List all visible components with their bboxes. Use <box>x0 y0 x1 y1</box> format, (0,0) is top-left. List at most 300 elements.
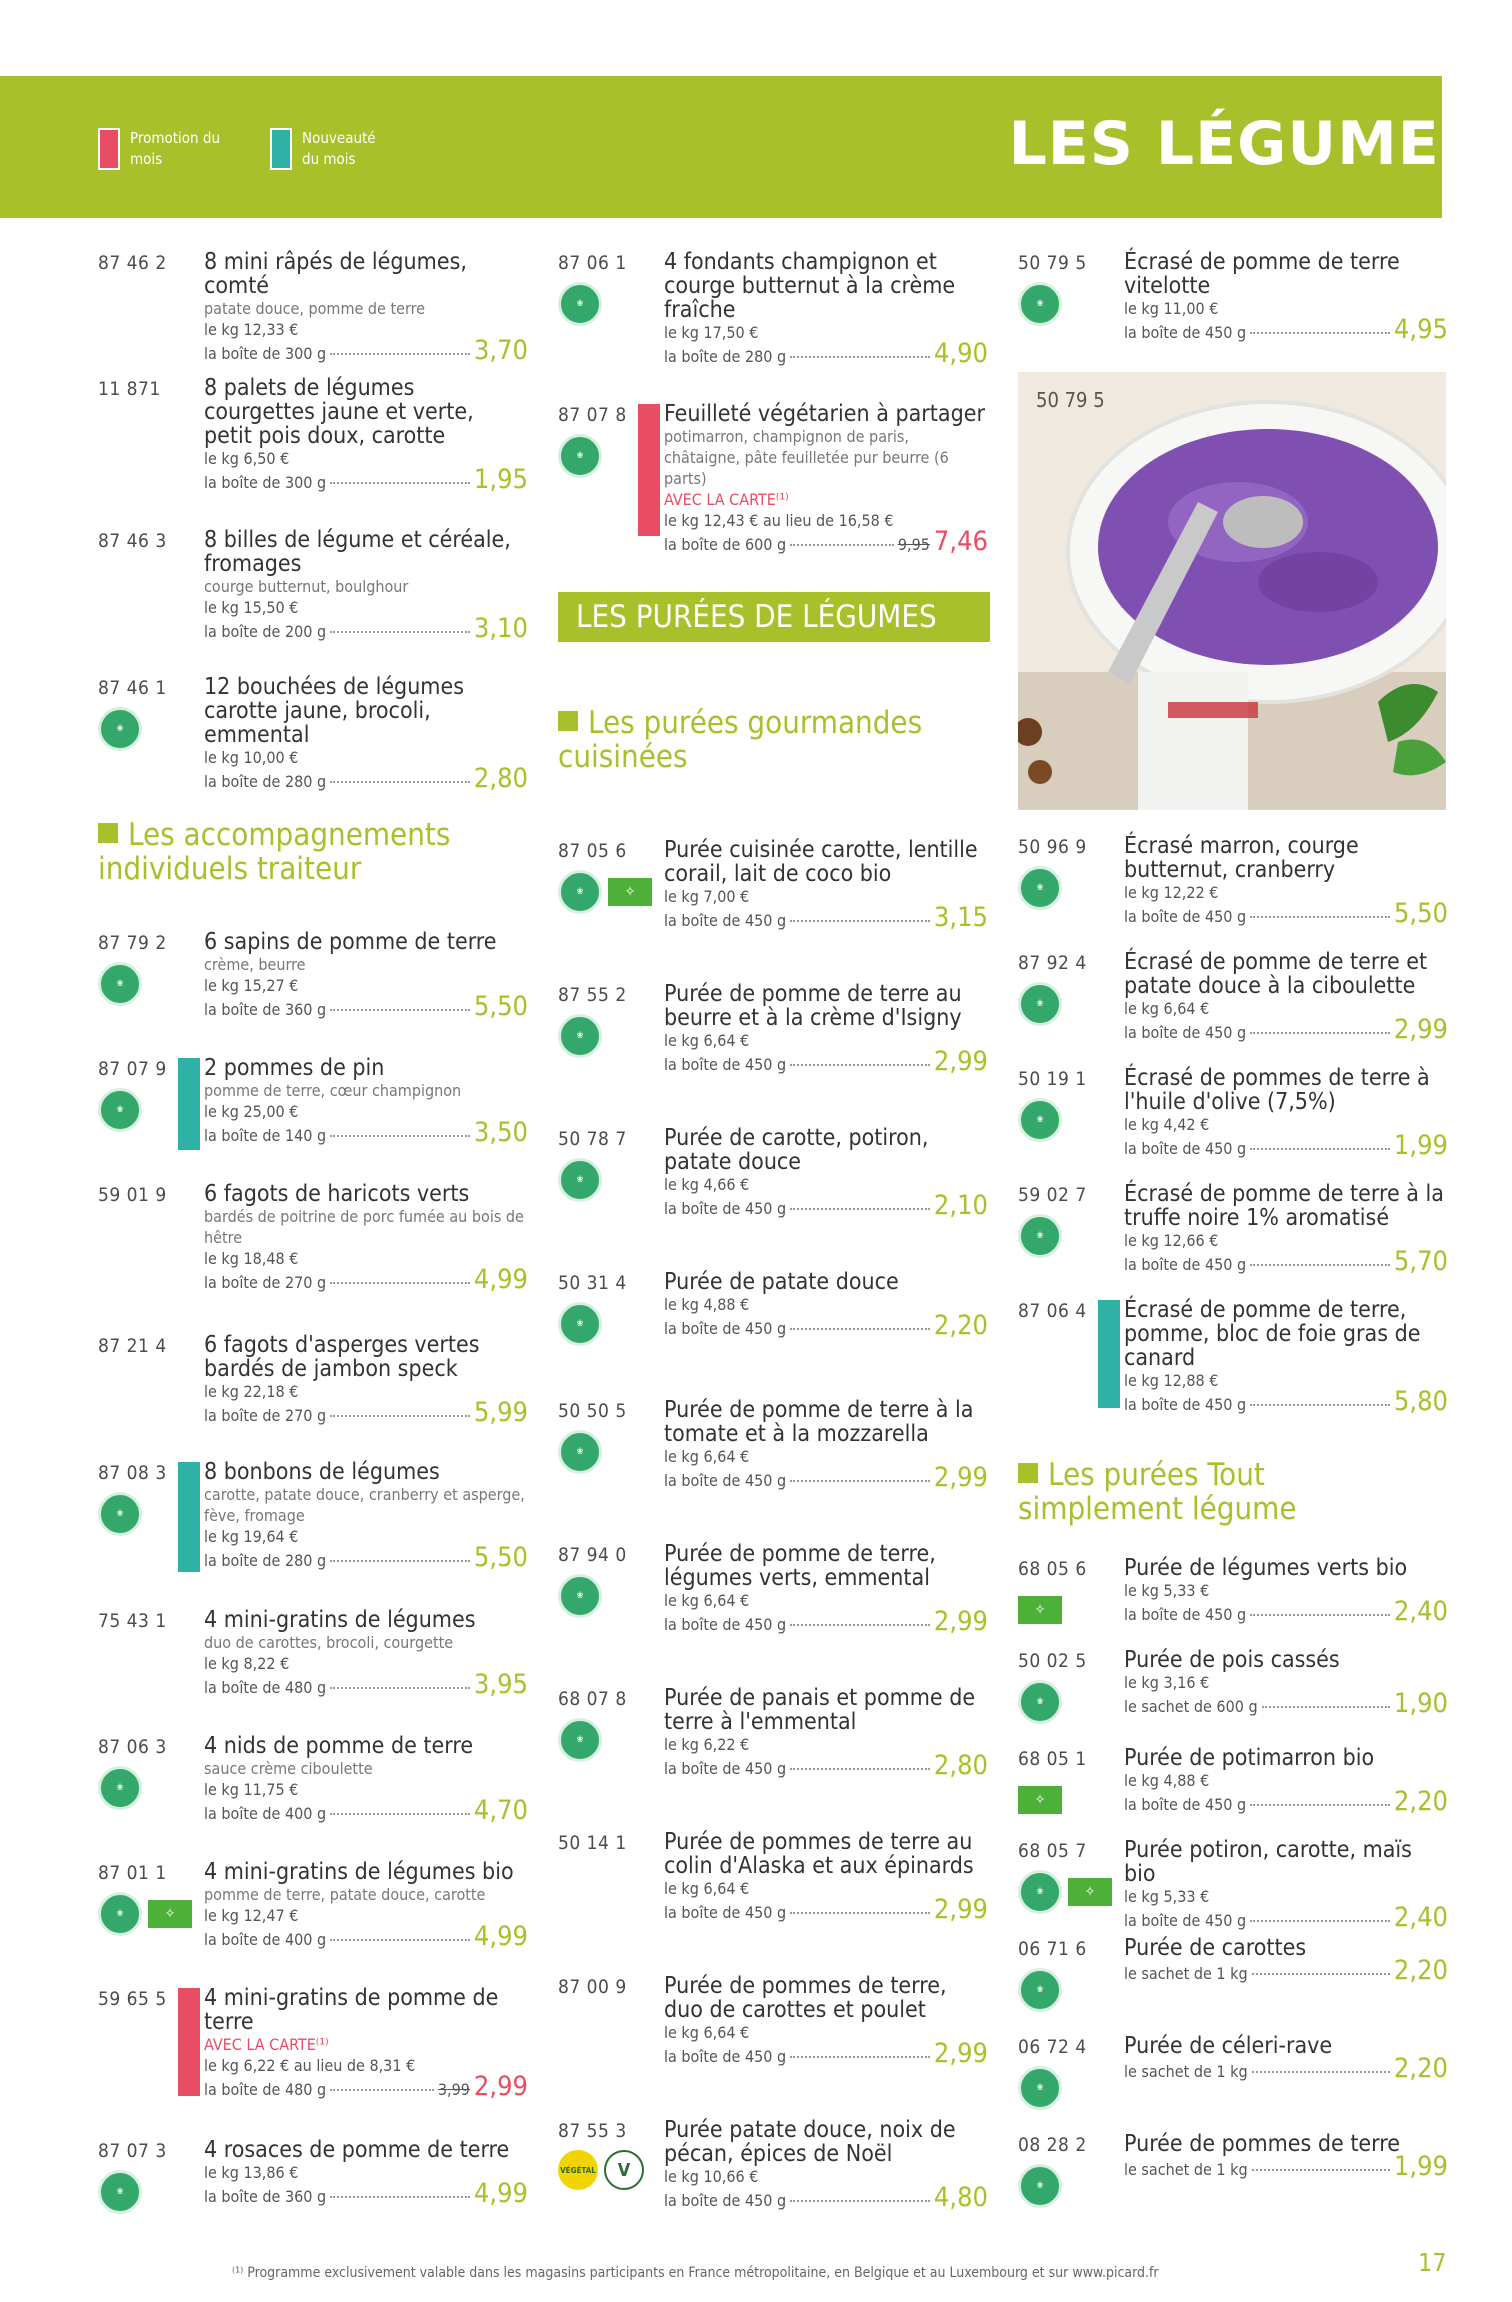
product-body <box>664 1126 988 1220</box>
price-per-kg: le kg 12,43 € au lieu de 16,58 € <box>664 511 894 530</box>
photo-product-code: 50 79 5 <box>1036 388 1105 412</box>
product-badges <box>558 1718 602 1762</box>
product-price: 4,80 <box>933 2182 988 2213</box>
product-body <box>664 250 988 368</box>
bio-leaf-icon: ✧ <box>1018 1596 1062 1624</box>
product-name: 8 palets de légumes courgettes jaune et verte, petit pois doux, carotte <box>204 375 474 449</box>
product-code: 68 05 1 <box>1018 1748 1087 1770</box>
product-code: 59 65 5 <box>98 1988 167 2010</box>
dotted-leader <box>790 1768 930 1770</box>
vegetarian-icon: ❀ <box>558 1158 602 1202</box>
price-line <box>664 1606 988 1637</box>
product-price: 5,99 <box>473 1397 528 1428</box>
section-purees-simplement <box>1018 1458 1438 1526</box>
product-price: 5,50 <box>473 991 528 1022</box>
product-badges <box>558 1430 602 1474</box>
product-quantity: la boîte de 450 g <box>664 1319 787 1338</box>
product-name: Purée de potimarron bio <box>1124 1745 1375 1771</box>
legend-label: Nouveauté du mois <box>302 129 376 168</box>
dotted-leader <box>790 1912 930 1914</box>
price-per-kg: le kg 12,22 € <box>1124 883 1219 902</box>
product-body <box>204 1333 528 1427</box>
product-code: 87 07 9 <box>98 1058 167 1080</box>
product-price: 3,10 <box>473 613 528 644</box>
product-price: 2,10 <box>933 1190 988 1221</box>
product-body <box>204 1608 528 1699</box>
product-price: 4,95 <box>1393 314 1448 345</box>
product-code: 50 14 1 <box>558 1832 627 1854</box>
price-per-kg: le kg 6,64 € <box>664 1447 750 1466</box>
price-line <box>1124 2053 1448 2084</box>
product-code: 06 71 6 <box>1018 1938 1087 1960</box>
product-name: Purée de pomme de terre, légumes verts, emmental <box>664 1541 936 1591</box>
product-badges <box>1018 1870 1112 1914</box>
product-quantity: la boîte de 450 g <box>664 1199 787 1218</box>
price-per-kg: le kg 11,75 € <box>204 1780 299 1799</box>
product-badges <box>98 1492 142 1536</box>
product-body <box>204 675 528 793</box>
product-price: 2,20 <box>933 1310 988 1341</box>
product-quantity: la boîte de 450 g <box>1124 1395 1247 1414</box>
product-name: Purée de céleri-rave <box>1124 2033 1333 2059</box>
price-line <box>204 763 528 794</box>
price-line <box>1124 1246 1448 1277</box>
vegetal-icon: VÉGÉTAL <box>558 2150 598 2190</box>
product-quantity: la boîte de 450 g <box>664 2047 787 2066</box>
product-name: 4 mini-gratins de légumes bio <box>204 1859 514 1885</box>
product-body <box>204 1182 528 1294</box>
product-quantity: la boîte de 450 g <box>664 1615 787 1634</box>
product-price: 2,99 <box>473 2071 528 2102</box>
dotted-leader <box>330 353 470 355</box>
price-line <box>664 902 988 933</box>
puree-bowl-illustration <box>1018 372 1446 810</box>
price-per-kg: le kg 10,66 € <box>664 2167 759 2186</box>
dotted-leader <box>790 544 894 546</box>
dotted-leader <box>790 1064 930 1066</box>
old-price: 3,99 <box>437 2080 470 2099</box>
product-quantity: la boîte de 450 g <box>1124 1911 1247 1930</box>
product-code: 75 43 1 <box>98 1610 167 1632</box>
product-price: 4,99 <box>473 1264 528 1295</box>
price-line <box>204 1542 528 1573</box>
product-body <box>204 1734 528 1825</box>
product-badges <box>98 962 142 1006</box>
vegetarian-icon: ❀ <box>1018 1680 1062 1724</box>
product-body <box>1124 1298 1448 1416</box>
price-per-kg: le kg 15,50 € <box>204 598 299 617</box>
product-name: 4 mini-gratins de légumes <box>204 1607 476 1633</box>
dotted-leader <box>790 1480 930 1482</box>
product-name: Écrasé de pomme de terre, pomme, bloc de foie gras de canard <box>1124 1297 1421 1371</box>
price-line <box>204 335 528 366</box>
price-per-kg: le kg 5,33 € <box>1124 1581 1210 1600</box>
product-code: 87 07 3 <box>98 2140 167 2162</box>
dotted-leader <box>330 1415 470 1417</box>
product-body <box>204 528 528 643</box>
price-line <box>204 1397 528 1428</box>
price-line <box>1124 314 1448 345</box>
price-per-kg: le kg 19,64 € <box>204 1527 299 1546</box>
product-name: Purée patate douce, noix de pécan, épices de Noël <box>664 2117 956 2167</box>
product-quantity: la boîte de 400 g <box>204 1804 327 1823</box>
dotted-leader <box>1250 1404 1390 1406</box>
product-code: 59 02 7 <box>1018 1184 1087 1206</box>
product-quantity: la boîte de 450 g <box>1124 323 1247 342</box>
vegetarian-icon: ❀ <box>1018 982 1062 1026</box>
product-code: 50 19 1 <box>1018 1068 1087 1090</box>
vegetarian-icon: ❀ <box>558 282 602 326</box>
dotted-leader <box>330 1560 470 1562</box>
vegetarian-icon: ❀ <box>98 962 142 1006</box>
price-line <box>204 2071 528 2102</box>
product-quantity: la boîte de 280 g <box>204 1551 327 1570</box>
product-body <box>204 1056 528 1147</box>
product-description: crème, beurre <box>204 955 306 974</box>
product-price: 2,20 <box>1393 2053 1448 2084</box>
product-quantity: la boîte de 280 g <box>204 772 327 791</box>
product-quantity: la boîte de 450 g <box>1124 907 1247 926</box>
vegetarian-icon: ❀ <box>98 1088 142 1132</box>
product-badges <box>1018 282 1062 326</box>
product-description: bardés de poitrine de porc fumée au bois de hêtre <box>204 1207 524 1247</box>
product-badges <box>98 1088 142 1132</box>
vegetarian-icon: ❀ <box>98 1766 142 1810</box>
price-per-kg: le kg 6,64 € <box>664 1879 750 1898</box>
product-name: Purée de pommes de terre, duo de carottes et poulet <box>664 1973 947 2023</box>
product-name: Purée de patate douce <box>664 1269 899 1295</box>
price-line <box>1124 1130 1448 1161</box>
price-per-kg: le kg 4,88 € <box>1124 1771 1210 1790</box>
product-quantity: la boîte de 450 g <box>664 1471 787 1490</box>
dotted-leader <box>790 2200 930 2202</box>
price-line <box>204 1117 528 1148</box>
price-per-kg: le kg 10,00 € <box>204 748 299 767</box>
product-quantity: la boîte de 300 g <box>204 473 327 492</box>
product-badges <box>1018 1778 1062 1814</box>
product-code: 87 06 3 <box>98 1736 167 1758</box>
price-per-kg: le kg 12,88 € <box>1124 1371 1219 1390</box>
vegetarian-icon: ❀ <box>558 1430 602 1474</box>
price-line <box>1124 1786 1448 1817</box>
product-price: 3,50 <box>473 1117 528 1148</box>
product-code: 59 01 9 <box>98 1184 167 1206</box>
price-per-kg: le kg 7,00 € <box>664 887 750 906</box>
product-badges <box>98 2170 142 2214</box>
product-code: 87 06 4 <box>1018 1300 1087 1322</box>
product-code: 87 46 2 <box>98 252 167 274</box>
dotted-leader <box>790 356 930 358</box>
product-badges <box>558 2150 644 2190</box>
price-per-kg: le kg 4,88 € <box>664 1295 750 1314</box>
product-name: Purée cuisinée carotte, lentille corail, lait de coco bio <box>664 837 978 887</box>
product-badges <box>558 1574 602 1618</box>
product-name: 4 mini-gratins de pomme de terre <box>204 1985 499 2035</box>
product-name: 8 bonbons de légumes <box>204 1459 440 1485</box>
product-quantity: la boîte de 480 g <box>204 1678 327 1697</box>
dotted-leader <box>1250 1614 1390 1616</box>
product-body <box>204 2138 528 2208</box>
product-quantity: le sachet de 1 kg <box>1124 1964 1248 1983</box>
product-quantity: la boîte de 360 g <box>204 2187 327 2206</box>
price-line <box>664 338 988 369</box>
product-name: 4 fondants champignon et courge butternut à la crème fraîche <box>664 249 956 323</box>
vegetarian-icon: ❀ <box>558 870 602 914</box>
dotted-leader <box>330 1687 470 1689</box>
product-code: 87 01 1 <box>98 1862 167 1884</box>
product-body <box>1124 1936 1448 1985</box>
legend <box>98 128 394 170</box>
legend-label: Promotion du mois <box>130 129 220 168</box>
price-line <box>664 1462 988 1493</box>
product-code: 50 79 5 <box>1018 252 1087 274</box>
product-price: 5,70 <box>1393 1246 1448 1277</box>
product-body <box>204 376 528 494</box>
product-badges <box>1018 1968 1062 2012</box>
price-line <box>664 1310 988 1341</box>
product-name: 6 sapins de pomme de terre <box>204 929 497 955</box>
product-badges <box>1018 1588 1062 1624</box>
dotted-leader <box>1250 1804 1390 1806</box>
price-line <box>204 1921 528 1952</box>
product-badges <box>98 1892 192 1936</box>
product-quantity: le sachet de 600 g <box>1124 1697 1258 1716</box>
product-body <box>1124 1648 1448 1718</box>
price-line <box>1124 2151 1448 2182</box>
product-code: 50 78 7 <box>558 1128 627 1150</box>
product-badges <box>98 707 142 751</box>
dotted-leader <box>330 2089 434 2091</box>
section-square <box>98 823 118 843</box>
price-line <box>664 2038 988 2069</box>
bio-leaf-icon: ✧ <box>148 1900 192 1928</box>
price-per-kg: le kg 11,00 € <box>1124 299 1219 318</box>
price-line <box>664 526 988 557</box>
product-price: 3,95 <box>473 1669 528 1700</box>
product-body <box>1124 2132 1448 2181</box>
product-quantity: la boîte de 450 g <box>664 1055 787 1074</box>
price-line <box>204 1669 528 1700</box>
product-price: 1,95 <box>473 464 528 495</box>
product-price: 1,90 <box>1393 1688 1448 1719</box>
product-price: 4,99 <box>473 1921 528 1952</box>
promotion-bar <box>178 1988 200 2096</box>
product-badges <box>1018 1098 1062 1142</box>
product-body <box>1124 1066 1448 1160</box>
price-per-kg: le kg 6,22 € au lieu de 8,31 € <box>204 2056 416 2075</box>
product-code: 87 46 1 <box>98 677 167 699</box>
product-badges <box>1018 2066 1062 2110</box>
old-price: 9,95 <box>897 535 930 554</box>
product-price: 2,99 <box>1393 1014 1448 1045</box>
product-name: Purée de pommes de terre <box>1124 2131 1400 2157</box>
product-name: Purée de pommes de terre au colin d'Alaska et aux épinards <box>664 1829 974 1879</box>
price-line <box>664 1750 988 1781</box>
vegetarian-icon: ❀ <box>1018 2066 1062 2110</box>
product-quantity: la boîte de 270 g <box>204 1273 327 1292</box>
dotted-leader <box>790 1328 930 1330</box>
product-body <box>204 1986 528 2101</box>
price-line <box>204 464 528 495</box>
price-line <box>1124 1688 1448 1719</box>
price-line <box>204 991 528 1022</box>
product-description: courge butternut, boulghour <box>204 577 409 596</box>
price-per-kg: le kg 6,50 € <box>204 449 290 468</box>
product-code: 87 21 4 <box>98 1335 167 1357</box>
product-name: Écrasé de pomme de terre et patate douce à la ciboulette <box>1124 949 1428 999</box>
vegetarian-icon: ❀ <box>1018 2164 1062 2208</box>
product-quantity: la boîte de 400 g <box>204 1930 327 1949</box>
product-price: 1,99 <box>1393 1130 1448 1161</box>
price-line <box>664 1894 988 1925</box>
product-body <box>664 2118 988 2212</box>
dotted-leader <box>1250 1264 1390 1266</box>
price-line <box>204 1795 528 1826</box>
dotted-leader <box>330 482 470 484</box>
legend-nouveaute <box>270 128 394 170</box>
product-code: 87 94 0 <box>558 1544 627 1566</box>
product-name: Écrasé de pommes de terre à l'huile d'olive (7,5%) <box>1124 1065 1430 1115</box>
price-per-kg: le kg 5,33 € <box>1124 1887 1210 1906</box>
dotted-leader <box>330 1939 470 1941</box>
product-name: Écrasé marron, courge butternut, cranberry <box>1124 833 1359 883</box>
vegetarian-icon: ❀ <box>558 1014 602 1058</box>
product-body <box>1124 834 1448 928</box>
product-code: 87 55 3 <box>558 2120 627 2142</box>
product-price: 2,80 <box>473 763 528 794</box>
vegetarian-icon: ❀ <box>558 1718 602 1762</box>
dotted-leader <box>790 2056 930 2058</box>
product-photo <box>1018 372 1446 810</box>
product-body <box>664 1686 988 1780</box>
product-price: 2,20 <box>1393 1786 1448 1817</box>
product-code: 87 00 9 <box>558 1976 627 1998</box>
product-price: 2,99 <box>933 1894 988 1925</box>
dotted-leader <box>1262 1706 1390 1708</box>
product-body <box>1124 1746 1448 1816</box>
product-body <box>1124 1556 1448 1626</box>
product-quantity: la boîte de 360 g <box>204 1000 327 1019</box>
price-line <box>1124 1014 1448 1045</box>
product-code: 87 08 3 <box>98 1462 167 1484</box>
product-badges <box>558 1158 602 1202</box>
product-description: pomme de terre, cœur champignon <box>204 1081 462 1100</box>
price-per-kg: le kg 4,42 € <box>1124 1115 1210 1134</box>
dotted-leader <box>330 1282 470 1284</box>
product-code: 50 31 4 <box>558 1272 627 1294</box>
vegetarian-icon: ❀ <box>558 1302 602 1346</box>
product-quantity: le sachet de 1 kg <box>1124 2062 1248 2081</box>
product-name: Purée potiron, carotte, maïs bio <box>1124 1837 1412 1887</box>
dotted-leader <box>1252 1973 1390 1975</box>
carte-notice: AVEC LA CARTE⁽¹⁾ <box>204 2035 329 2054</box>
dotted-leader <box>330 631 470 633</box>
price-per-kg: le kg 18,48 € <box>204 1249 299 1268</box>
product-code: 68 07 8 <box>558 1688 627 1710</box>
page-title: LES LÉGUMES <box>1008 109 1484 179</box>
product-name: Purée de carotte, potiron, patate douce <box>664 1125 929 1175</box>
product-price: 5,80 <box>1393 1386 1448 1417</box>
vegetarian-icon: ❀ <box>1018 866 1062 910</box>
product-code: 68 05 7 <box>1018 1840 1087 1862</box>
price-per-kg: le kg 17,50 € <box>664 323 759 342</box>
product-name: Purée de pomme de terre à la tomate et à la mozzarella <box>664 1397 974 1447</box>
product-code: 11 871 <box>98 378 161 400</box>
product-quantity: la boîte de 450 g <box>664 911 787 930</box>
section-square <box>1018 1463 1038 1483</box>
product-price: 3,70 <box>473 335 528 366</box>
product-description: carotte, patate douce, cranberry et asperge, fève, fromage <box>204 1485 525 1525</box>
product-body <box>664 982 988 1076</box>
product-quantity: la boîte de 300 g <box>204 344 327 363</box>
purees-banner: LES PURÉES DE LÉGUMES <box>558 592 990 642</box>
price-per-kg: le kg 6,64 € <box>664 2023 750 2042</box>
price-line <box>1124 898 1448 929</box>
product-price: 2,20 <box>1393 1955 1448 1986</box>
product-price: 2,40 <box>1393 1596 1448 1627</box>
dotted-leader <box>790 1624 930 1626</box>
product-price: 4,99 <box>473 2178 528 2209</box>
vegetarian-icon: ❀ <box>98 1892 142 1936</box>
product-code: 87 46 3 <box>98 530 167 552</box>
product-name: Purée de pomme de terre au beurre et à la crème d'Isigny <box>664 981 962 1031</box>
dotted-leader <box>330 1813 470 1815</box>
dotted-leader <box>330 2196 470 2198</box>
product-body <box>664 1974 988 2068</box>
product-badges <box>1018 1214 1062 1258</box>
vegetarian-icon: ❀ <box>558 434 602 478</box>
product-name: Feuilleté végétarien à partager <box>664 401 985 427</box>
product-quantity: la boîte de 450 g <box>1124 1139 1247 1158</box>
product-price: 7,46 <box>933 526 988 557</box>
product-code: 50 50 5 <box>558 1400 627 1422</box>
vegetarian-icon: ❀ <box>558 1574 602 1618</box>
product-badges <box>1018 982 1062 1026</box>
vegan-icon: V <box>604 2150 644 2190</box>
price-per-kg: le kg 6,64 € <box>664 1031 750 1050</box>
product-name: Écrasé de pomme de terre à la truffe noire 1% aromatisé <box>1124 1181 1444 1231</box>
product-price: 3,15 <box>933 902 988 933</box>
vegetarian-icon: ❀ <box>1018 1098 1062 1142</box>
product-body <box>204 1860 528 1951</box>
product-name: Écrasé de pomme de terre vitelotte <box>1124 249 1400 299</box>
promotion-bar <box>638 404 660 536</box>
section-square <box>558 711 578 731</box>
dotted-leader <box>330 1009 470 1011</box>
vegetarian-icon: ❀ <box>98 707 142 751</box>
product-name: 8 billes de légume et céréale, fromages <box>204 527 511 577</box>
nouveaute-bar <box>178 1058 200 1150</box>
price-line <box>1124 1386 1448 1417</box>
promo-swatch <box>98 128 120 170</box>
product-quantity: la boîte de 450 g <box>664 1903 787 1922</box>
price-line <box>664 1046 988 1077</box>
price-line <box>204 2178 528 2209</box>
product-quantity: le sachet de 1 kg <box>1124 2160 1248 2179</box>
product-badges <box>1018 2164 1062 2208</box>
product-price: 4,70 <box>473 1795 528 1826</box>
product-body <box>1124 950 1448 1044</box>
section-title-text: Les purées Tout simplement légume <box>1018 1457 1297 1527</box>
price-per-kg: le kg 12,47 € <box>204 1906 299 1925</box>
product-body <box>1124 250 1448 344</box>
product-price: 2,40 <box>1393 1902 1448 1933</box>
vegetarian-icon: ❀ <box>98 1492 142 1536</box>
bio-leaf-icon: ✧ <box>1018 1786 1062 1814</box>
product-body <box>664 1830 988 1924</box>
product-name: 4 rosaces de pomme de terre <box>204 2137 510 2163</box>
product-body <box>664 1542 988 1636</box>
